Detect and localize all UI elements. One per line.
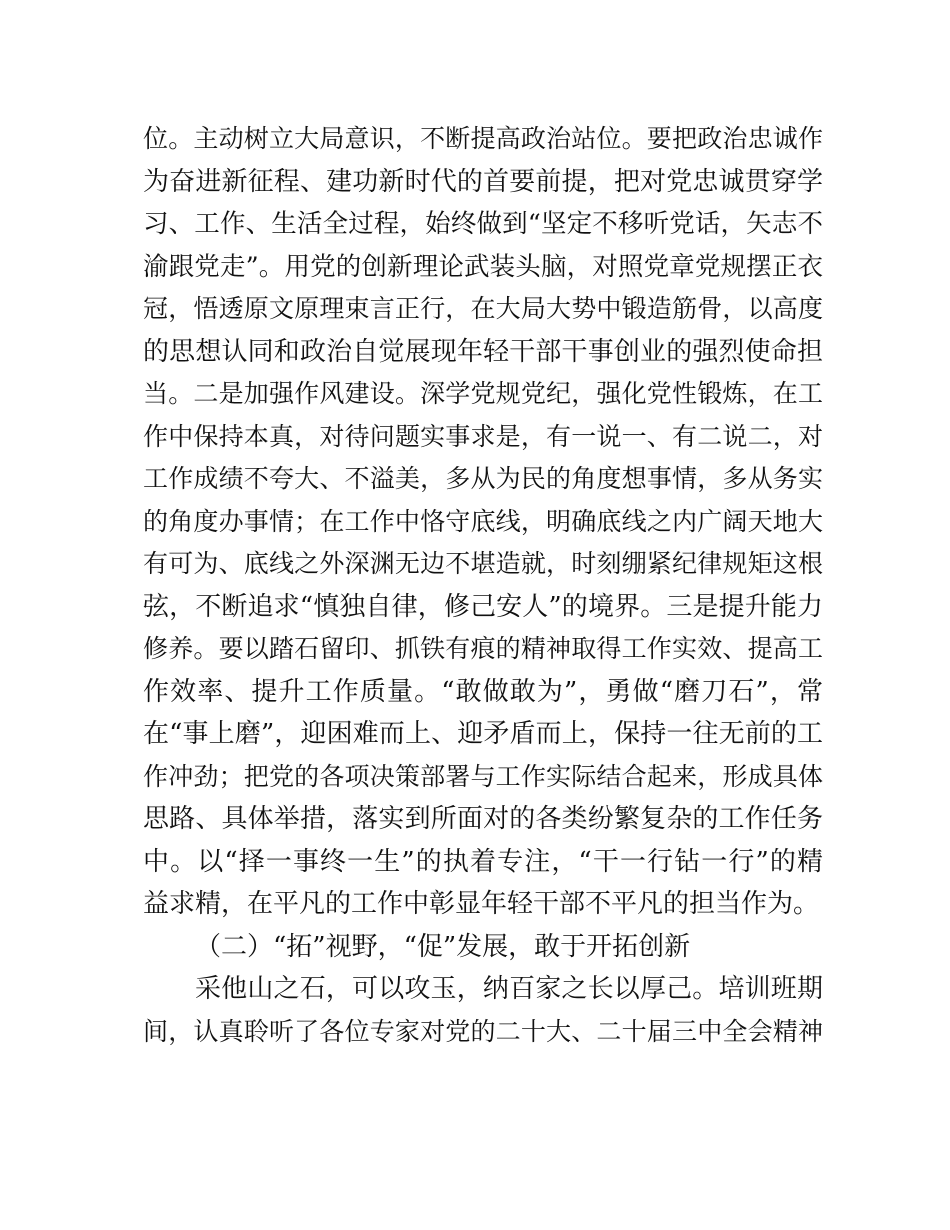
body-text — [143, 118, 823, 1053]
text-line: 间，认真聆听了各位专家对党的二十大、二十届三中全会精神 — [143, 1016, 823, 1046]
text-line: 工作成绩不夸大、不溢美，多从为民的角度想事情，多从务实 — [143, 464, 823, 493]
text-line: 的思想认同和政治自觉展现年轻干部干事创业的强烈使命担 — [143, 336, 823, 367]
text-line: 有可为、底线之外深渊无边不堪造就，时刻绷紧纪律规矩这根 — [143, 549, 823, 578]
text-line: 位。主动树立大局意识，不断提高政治站位。要把政治忠诚作 — [143, 124, 823, 153]
text-line: 中。以“择一事终一生”的执着专注，“干一行钻一行”的精 — [143, 846, 823, 877]
text-line: （二）“拓”视野，“促”发展，敢于开拓创新 — [195, 931, 691, 962]
text-line: 益求精，在平凡的工作中彰显年轻干部不平凡的担当作为。 — [143, 889, 820, 919]
text-line: 作中保持本真，对待问题实事求是，有一说一、有二说二，对 — [143, 421, 823, 451]
text-line: 作效率、提升工作质量。“敢做敢为”，勇做“磨刀石”，常 — [143, 676, 823, 707]
text-line: 冠，悟透原文原理束言正行，在大局大势中锻造筋骨，以高度 — [143, 294, 823, 323]
text-line: 修养。要以踏石留印、抓铁有痕的精神取得工作实效、提高工 — [143, 634, 823, 663]
text-line: 在“事上磨”，迎困难而上、迎矛盾而上，保持一往无前的工 — [143, 719, 823, 749]
text-line: 的角度办事情；在工作中恪守底线，明确底线之内广阔天地大 — [143, 506, 823, 536]
text-line: 习、工作、生活全过程，始终做到“坚定不移听党话，矢志不 — [143, 209, 823, 239]
text-line: 为奋进新征程、建功新时代的首要前提，把对党忠诚贯穿学 — [143, 166, 823, 197]
text-line: 作冲劲；把党的各项决策部署与工作实际结合起来，形成具体 — [143, 761, 823, 791]
text-line: 采他山之石，可以攻玉，纳百家之长以厚己。培训班期 — [195, 974, 823, 1004]
text-line: 渝跟党走”。用党的创新理论武装头脑，对照党章党规摆正衣 — [143, 251, 823, 282]
text-line: 思路、具体举措，落实到所面对的各类纷繁复杂的工作任务 — [143, 804, 823, 834]
text-line: 当。二是加强作风建设。深学党规党纪，强化党性锻炼，在工 — [143, 379, 823, 408]
text-line: 弦，不断追求“慎独自律，修己安人”的境界。三是提升能力 — [143, 591, 823, 622]
